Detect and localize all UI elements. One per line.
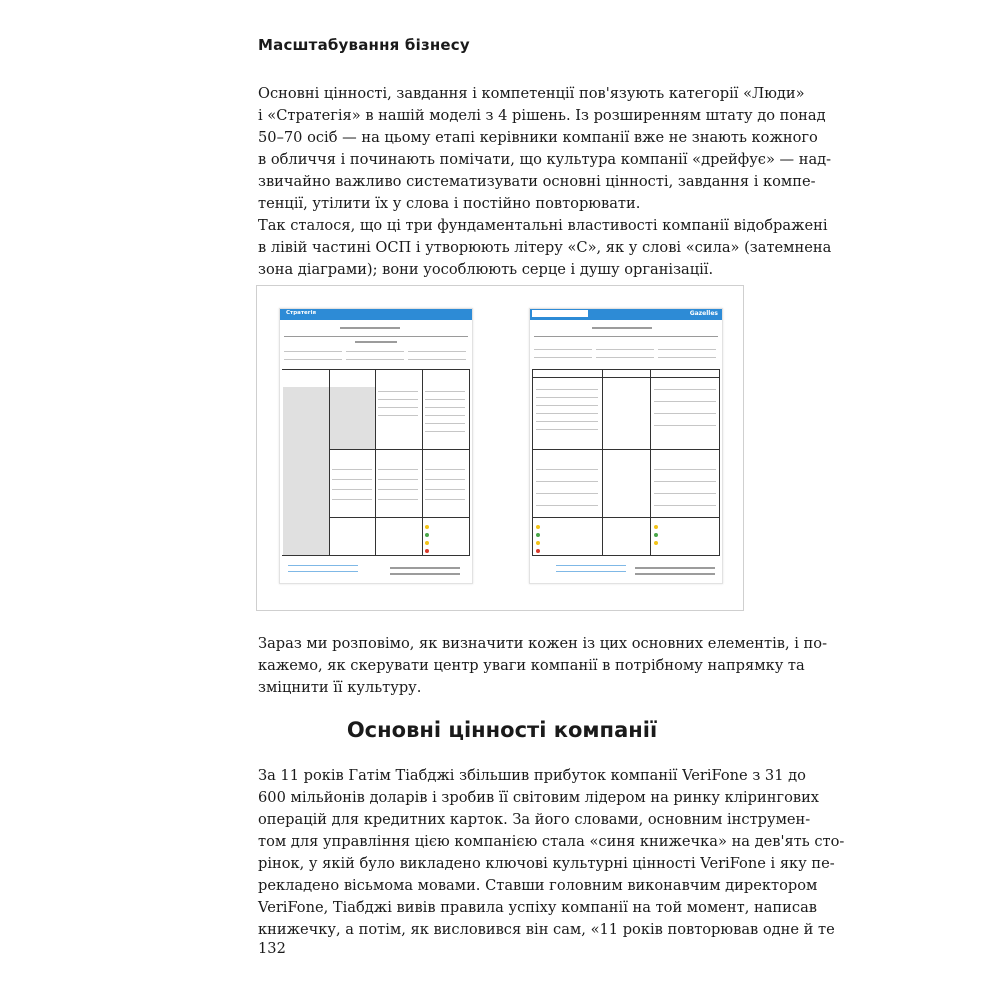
sheet-header-bar [280, 309, 472, 320]
shaded-zone [283, 387, 329, 555]
text-line: Основні цінності, завдання і компетенції пов'язують категорії «Люди» [258, 85, 805, 102]
text-line: кажемо, як скерувати центр уваги компанії в потрібному напрямку та [258, 657, 805, 674]
sheet-title: Стратегія [286, 310, 317, 316]
paragraph-1 [258, 83, 832, 215]
text-line: зона діаграми); вони уособлюють серце і душу організації. [258, 261, 714, 278]
ops-sheet-right [529, 308, 723, 584]
text-line: рекладено вісьмома мовами. Ставши головним виконавчим директором [258, 877, 818, 894]
gazelles-logo: Gazelles [689, 310, 718, 317]
text-line: книжечку, а потім, як висловився він сам, «11 років повторював одне й те [258, 921, 835, 938]
text-line: рінок, у якій було викладено ключові культурні цінності VeriFone і яку пе- [258, 855, 835, 872]
text-line: зміцнити її культуру. [258, 679, 422, 696]
text-line: Так сталося, що ці три фундаментальні властивості компанії відображені [258, 217, 828, 234]
running-head: Масштабування бізнесу [258, 36, 470, 54]
page-number: 132 [258, 940, 286, 957]
text-line: За 11 років Гатім Тіабджі збільшив прибуток компанії VeriFone з 31 до [258, 767, 806, 784]
ops-sheet-left [279, 308, 473, 584]
text-line: в лівій частині ОСП і утворюють літеру «С», як у слові «сила» (затемнена [258, 239, 832, 256]
text-line: в обличчя і починають помічати, що культура компанії «дрейфує» — над- [258, 151, 832, 168]
ops-figure [256, 285, 744, 611]
text-line: 50–70 осіб — на цьому етапі керівники компанії вже не знають кожного [258, 129, 818, 146]
paragraph-2 [258, 215, 832, 281]
text-line: VeriFone, Тіабджі вивів правила успіху компанії на той момент, написав [258, 899, 817, 916]
sheet-header-bar [530, 309, 722, 320]
text-line: 600 мільйонів доларів і зробив її світовим лідером на ринку клірингових [258, 789, 820, 806]
section-heading: Основні цінності компанії [346, 718, 658, 742]
text-line: тенції, утілити їх у слова і постійно повторювати. [258, 195, 641, 212]
text-line: звичайно важливо систематизувати основні цінності, завдання і компе- [258, 173, 816, 190]
text-line: том для управління цією компанією стала «синя книжечка» на дев'ять сто- [258, 833, 845, 850]
text-line: і «Стратегія» в нашій моделі з 4 рішень. Із розширенням штату до понад [258, 107, 826, 124]
paragraph-4 [258, 765, 845, 941]
text-line: Зараз ми розповімо, як визначити кожен із цих основних елементів, і по- [258, 635, 827, 652]
paragraph-3 [258, 633, 827, 699]
text-line: операцій для кредитних карток. За його словами, основним інструмен- [258, 811, 811, 828]
